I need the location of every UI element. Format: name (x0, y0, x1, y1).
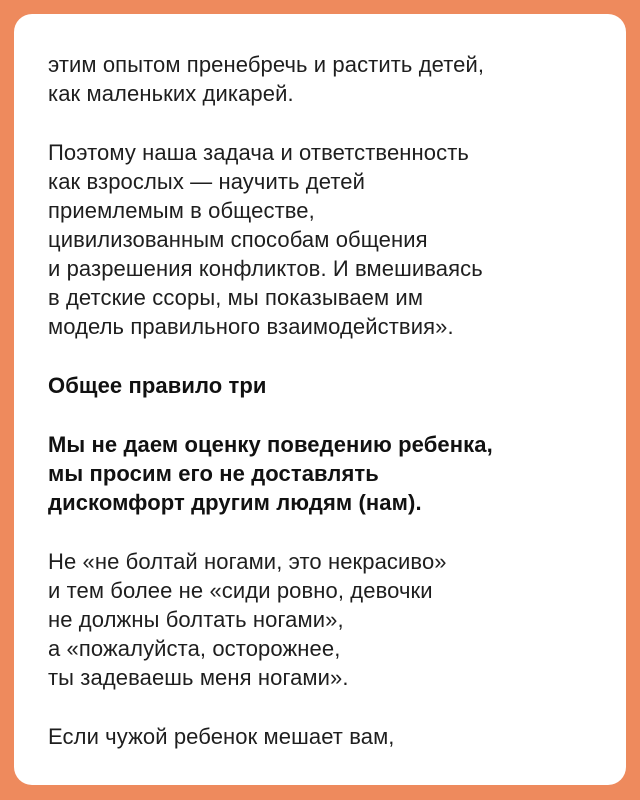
paragraph-example (48, 547, 592, 692)
heading-line: Общее правило три (48, 373, 267, 398)
text-line: как взрослых — научить детей (48, 169, 365, 194)
text-line: как маленьких дикарей. (48, 81, 294, 106)
content-card (14, 14, 626, 785)
paragraph-gap (48, 108, 592, 138)
paragraph-closing (48, 722, 592, 751)
section-heading (48, 371, 592, 400)
text-line: приемлемым в обществе, (48, 198, 315, 223)
text-line: модель правильного взаимодействия». (48, 314, 454, 339)
text-line: этим опытом пренебречь и растить детей, (48, 52, 485, 77)
paragraph-gap (48, 692, 592, 722)
text-line: и тем более не «сиди ровно, девочки (48, 578, 433, 603)
text-line: дискомфорт другим людям (нам). (48, 490, 422, 515)
paragraph-gap (48, 517, 592, 547)
paragraph-gap (48, 341, 592, 371)
paragraph-intro (48, 50, 592, 108)
text-line: ты задеваешь меня ногами». (48, 665, 349, 690)
text-line: Поэтому наша задача и ответственность (48, 140, 469, 165)
text-line: не должны болтать ногами», (48, 607, 344, 632)
text-line: и разрешения конфликтов. И вмешиваясь (48, 256, 483, 281)
paragraph-responsibility (48, 138, 592, 341)
text-line: а «пожалуйста, осторожнее, (48, 636, 341, 661)
text-line: Не «не болтай ногами, это некрасиво» (48, 549, 447, 574)
paragraph-rule (48, 430, 592, 517)
text-line: Мы не даем оценку поведению ребенка, (48, 432, 493, 457)
text-line: цивилизованным способам общения (48, 227, 428, 252)
paragraph-gap (48, 400, 592, 430)
text-line: мы просим его не доставлять (48, 461, 379, 486)
text-line: в детские ссоры, мы показываем им (48, 285, 424, 310)
text-line: Если чужой ребенок мешает вам, (48, 724, 395, 749)
